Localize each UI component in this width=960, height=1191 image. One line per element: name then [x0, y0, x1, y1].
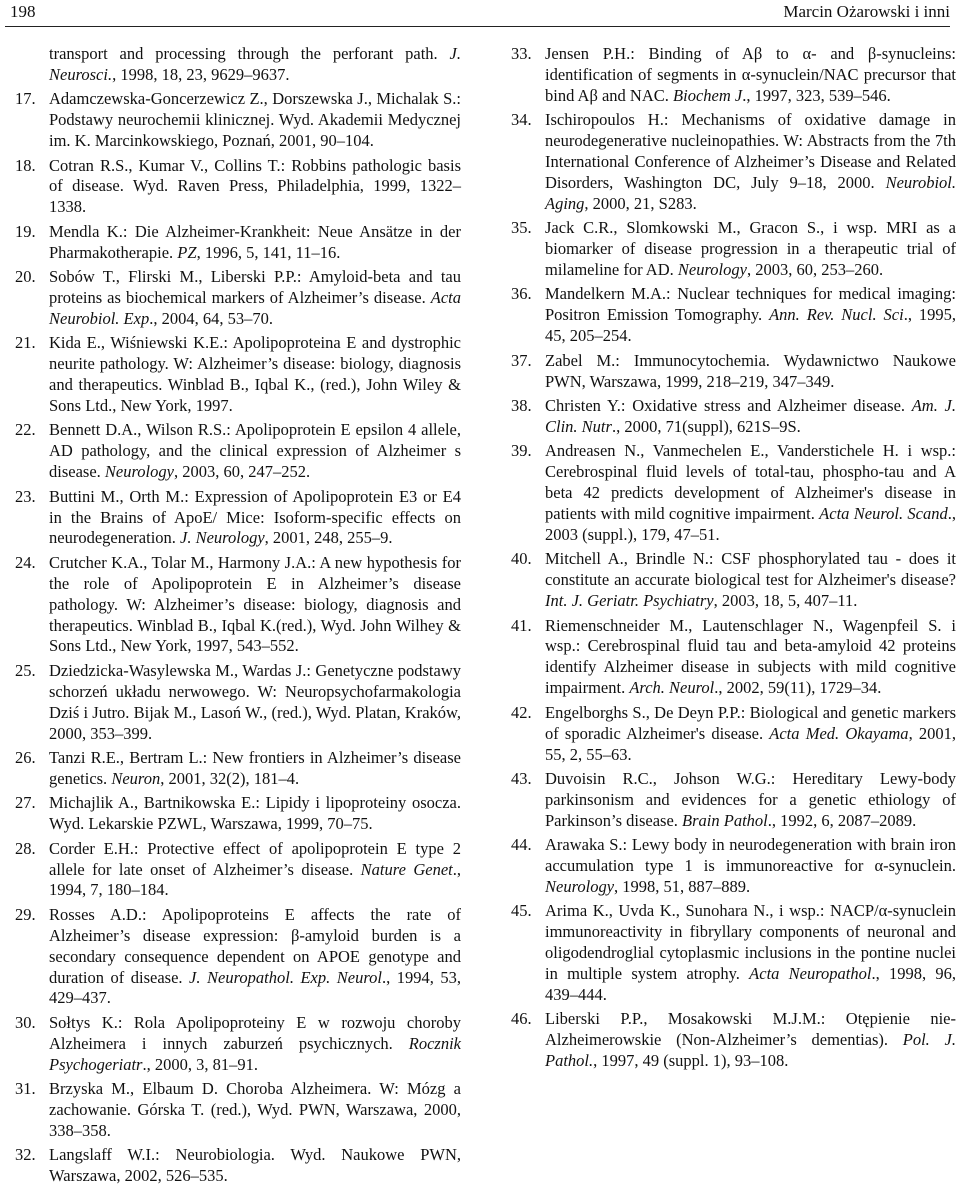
reference-source: Acta Neurol. Scand	[819, 504, 948, 524]
reference-continuation	[15, 44, 461, 86]
reference-text: Adamczewska-Goncerzewicz Z., Dorszewska J., Michalak S.: Podstawy neurochemii klinicznej. Wyd. Akademii Medycznej im. K. Marcinkowskiego, Poznań, 2001, 90–104.	[49, 89, 461, 151]
reference-text: Brzyska M., Elbaum D. Choroba Alzheimera. W: Mózg a zachowanie. Górska T. (red.), Wyd. PWN, Warszawa, 2000, 338–358.	[49, 1079, 461, 1140]
reference-source: Acta Neuropathol	[749, 964, 872, 984]
reference-item	[15, 793, 461, 835]
reference-source: Neuron	[111, 768, 161, 788]
reference-text: ., 2000, 3, 81–91.	[142, 1054, 258, 1074]
reference-item	[511, 1009, 956, 1072]
reference-item	[15, 156, 461, 219]
reference-number: 46.	[511, 1009, 532, 1029]
reference-source: J. Neurology	[180, 528, 265, 548]
references-right-column	[511, 44, 956, 1076]
reference-text: Cotran R.S., Kumar V., Collins T.: Robbins pathologic basis of disease. Wyd. Raven Press, Philadelphia, 1999, 1322–1338.	[49, 155, 461, 217]
reference-text: Michajlik A., Bartnikowska E.: Lipidy i lipoproteiny osocza. Wyd. Lekarskie PZWL, Warszawa, 1999, 70–75.	[49, 793, 461, 834]
reference-number: 32.	[15, 1145, 36, 1165]
reference-item	[15, 1013, 461, 1076]
reference-source: Acta Med. Okayama	[769, 723, 909, 743]
reference-item	[511, 835, 956, 898]
reference-text: Andreasen N., Vanmechelen E., Vanderstichele H. i wsp.: Cerebrospinal fluid levels of total-tau, phospho-tau and A beta 42 predicts development of Alzheimer's disease in patients with mild cognitive impairment.	[545, 441, 956, 524]
reference-source: Ann. Rev. Nucl. Sci	[769, 305, 904, 325]
reference-source: Neurology	[104, 462, 174, 482]
reference-text: Rosses A.D.: Apolipoproteins E affects the rate of Alzheimer’s disease expression: β-amyloid burden is a secondary consequence dependent on APOE genotype and duration of disease.	[49, 904, 461, 987]
reference-text: , 2001, 32(2), 181–4.	[160, 768, 300, 788]
reference-source: Brain Pathol	[682, 810, 768, 830]
reference-text: , 2003, 60, 253–260.	[746, 260, 884, 280]
reference-source: Int. J. Geriatr. Psychiatry	[545, 591, 714, 611]
reference-text: ., 2002, 59(11), 1729–34.	[714, 678, 882, 698]
reference-item	[15, 553, 461, 658]
reference-number: 33.	[511, 44, 532, 63]
running-head: Marcin Ożarowski i inni	[783, 2, 950, 21]
reference-item	[15, 748, 461, 790]
reference-item	[511, 441, 956, 546]
reference-number: 45.	[511, 901, 532, 921]
reference-item	[511, 218, 956, 281]
reference-item	[15, 333, 461, 417]
reference-number: 35.	[511, 218, 532, 238]
reference-text: ., 1992, 6, 2087–2089.	[767, 810, 917, 830]
reference-number: 23.	[15, 486, 36, 506]
reference-item	[15, 905, 461, 1010]
reference-item	[511, 703, 956, 766]
reference-source: Nature Genet	[360, 859, 453, 879]
reference-source: Neurobiol. Aging	[545, 172, 956, 213]
reference-item	[15, 839, 461, 902]
reference-number: 43.	[511, 768, 532, 788]
page-header	[5, 0, 950, 27]
reference-item	[511, 351, 956, 393]
reference-text: Corder E.H.: Protective effect of apolipoprotein E type 2 allele for late onset of Alzheimer’s disease.	[49, 838, 461, 879]
reference-source: Neurology	[545, 876, 615, 896]
reference-text: Mandelkern M.A.: Nuclear techniques for medical imaging: Positron Emission Tomography.	[545, 284, 956, 325]
reference-number: 25.	[15, 660, 36, 680]
reference-number: 44.	[511, 835, 532, 855]
reference-item	[511, 549, 956, 612]
reference-number: 21.	[15, 333, 36, 353]
reference-number: 42.	[511, 702, 532, 722]
reference-source: Acta Neurobiol. Exp	[49, 287, 461, 328]
reference-number: 22.	[15, 420, 36, 440]
reference-text: ., 1994, 53, 429–437.	[49, 967, 461, 1008]
reference-text: Sobów T., Flirski M., Liberski P.P.: Amyloid-beta and tau proteins as biochemical markers of Alzheimer’s disease.	[49, 267, 461, 307]
reference-text: ., 2003 (suppl.), 179, 47–51.	[545, 504, 956, 544]
reference-text: Riemenschneider M., Lautenschlager N., Wagenpfeil S. i wsp.: Cerebrospinal fluid tau and beta-amyloid 42 proteins identify Alzheimer disease in subjects with mild cognitive impairment.	[545, 615, 956, 698]
reference-text: , 2000, 21, S283.	[584, 193, 697, 213]
reference-text: Jack C.R., Slomkowski M., Gracon S., i wsp. MRI as a biomarker of disease progression in a therapeutic trial of milameline for AD.	[545, 218, 956, 280]
reference-text: Zabel M.: Immunocytochemia. Wydawnictwo Naukowe PWN, Warszawa, 1999, 218–219, 347–349.	[545, 350, 956, 391]
reference-number: 41.	[511, 615, 532, 635]
reference-number: 34.	[511, 110, 532, 130]
reference-number: 30.	[15, 1012, 36, 1032]
reference-number: 38.	[511, 396, 532, 415]
reference-item	[511, 396, 956, 438]
reference-text: Tanzi R.E., Bertram L.: New frontiers in Alzheimer’s disease genetics.	[49, 748, 461, 788]
reference-text: Mendla K.: Die Alzheimer-Krankheit: Neue Ansätze in der Pharmakotherapie.	[49, 221, 461, 262]
reference-text: ., 2004, 64, 53–70.	[149, 308, 273, 328]
reference-source: Arch. Neurol	[629, 678, 715, 698]
reference-text: , 2001, 55, 2, 55–63.	[545, 723, 956, 764]
references-left-column	[15, 44, 461, 1191]
reference-item	[511, 769, 956, 832]
reference-number: 24.	[15, 552, 36, 572]
reference-text: Arima K., Uvda K., Sunohara N., i wsp.: NACP/α-synuclein immunoreactivity in fibryllary components of neuronal and oligodendroglial cytoplasmic inclusions in the pontine nuclei in multiple system atrophy.	[545, 901, 956, 984]
reference-text: Christen Y.: Oxidative stress and Alzheimer disease.	[545, 396, 912, 415]
reference-text: Liberski P.P., Mosakowski M.J.M.: Otępienie nie-Alzheimerowskie (Non-Alzheimer’s dementias).	[545, 1009, 956, 1050]
reference-text: , 2001, 248, 255–9.	[264, 528, 393, 548]
reference-text: , 1997, 49 (suppl. 1), 93–108.	[593, 1051, 789, 1071]
reference-source: Rocznik Psychogeriatr	[49, 1033, 461, 1074]
reference-item	[511, 44, 956, 107]
reference-item	[15, 661, 461, 745]
reference-source: J. Neuropathol. Exp. Neurol	[189, 967, 382, 987]
reference-text: Dziedzicka-Wasylewska M., Wardas J.: Genetyczne podstawy schorzeń układu nerwowego. W: Neuropsychofarmakologia Dziś i Jutro. Bijak M., Lasoń W., (red.), Wyd. Platan, Kraków, 2000, 353–399.	[49, 660, 461, 743]
reference-number: 28.	[15, 838, 36, 858]
reference-text: Mitchell A., Brindle N.: CSF phosphorylated tau - does it constitute an accurate biological test for Alzheimer's disease?	[545, 549, 956, 590]
reference-number: 26.	[15, 748, 36, 767]
reference-item	[511, 901, 956, 1006]
reference-text: Kida E., Wiśniewski K.E.: Apolipoproteina E and dystrophic neurite pathology. W: Alzheimer’s disease: biology, diagnosis and therapeutics. Winblad B., Iqbal K., (red.), John Wiley & Sons Ltd., New York, 1997.	[49, 333, 461, 415]
reference-item	[511, 110, 956, 215]
reference-text: Jensen P.H.: Binding of Aβ to α- and β-synucleins: identification of segments in α-synuclein/NAC precursor that bind Aβ and NAC.	[545, 44, 956, 105]
reference-number: 17.	[15, 89, 36, 109]
reference-item	[15, 1145, 461, 1187]
reference-item	[15, 222, 461, 264]
reference-text: ., 1997, 323, 539–546.	[742, 85, 891, 105]
reference-number: 19.	[15, 221, 36, 241]
reference-text: transport and processing through the perforant path.	[49, 44, 450, 63]
reference-text: Ischiropoulos H.: Mechanisms of oxidative damage in neurodegenerative nucleinopathies. W: Abstracts from the 7th International Conference of Alzheimer’s Disease and Related Disorders, Washington DC, July 9–18, 2000.	[545, 110, 956, 192]
reference-text: Langslaff W.I.: Neurobiologia. Wyd. Naukowe PWN, Warszawa, 2002, 526–535.	[49, 1145, 461, 1186]
reference-text: Arawaka S.: Lewy body in neurodegeneration with brain iron accumulation type 1 is immunoreactive for α-synuclein.	[545, 835, 956, 876]
reference-number: 29.	[15, 904, 36, 924]
reference-number: 37.	[511, 350, 532, 370]
reference-text: Crutcher K.A., Tolar M., Harmony J.A.: A new hypothesis for the role of Apolipoprotein E in Alzheimer’s disease pathology. W: Alzheimer’s disease: biology, diagnosis and therapeutics. Winblad B., Iqbal K.(red.), Wyd. John Wilhey & Sons Ltd., New York, 1997, 543–552.	[49, 552, 461, 656]
reference-number: 20.	[15, 267, 36, 287]
reference-number: 31.	[15, 1079, 36, 1099]
reference-text: Sołtys K.: Rola Apolipoproteiny E w rozwoju choroby Alzheimera i innych zaburzeń psychicznych.	[49, 1012, 461, 1053]
reference-number: 39.	[511, 441, 532, 461]
reference-source: Am. J. Clin. Nutr	[545, 396, 956, 436]
reference-item	[15, 487, 461, 550]
reference-text: , 1998, 51, 887–889.	[614, 876, 751, 896]
reference-text: Bennett D.A., Wilson R.S.: Apolipoprotein E epsilon 4 allele, AD pathology, and the clinical expression of Alzheimer s disease.	[49, 420, 461, 482]
reference-text: Buttini M., Orth M.: Expression of Apolipoprotein E3 or E4 in the Brains of ApoE/ Mice: Isoform-specific effects on neurodegeneration.	[49, 486, 461, 548]
reference-item	[15, 1079, 461, 1142]
reference-number: 36.	[511, 284, 532, 304]
reference-item	[15, 89, 461, 152]
reference-source: Neurology	[677, 260, 747, 280]
reference-text: ., 2000, 71(suppl), 621S–9S.	[611, 416, 801, 436]
reference-number: 18.	[15, 155, 36, 175]
reference-text: , 1998, 18, 23, 9629–9637.	[112, 64, 290, 84]
reference-text: Duvoisin R.C., Johson W.G.: Hereditary Lewy-body parkinsonism and evidences for a genetic ethiology of Parkinson’s disease.	[545, 768, 956, 830]
reference-number: 27.	[15, 793, 36, 813]
reference-source: Biochem J	[673, 85, 743, 105]
reference-text: , 1996, 5, 141, 11–16.	[196, 242, 341, 262]
reference-item	[15, 267, 461, 330]
reference-text: ., 1998, 96, 439–444.	[545, 964, 957, 1004]
reference-text: ., 1995, 45, 205–254.	[545, 305, 956, 346]
reference-item	[511, 284, 956, 347]
reference-text: ., 1994, 7, 180–184.	[49, 859, 461, 900]
page-number: 198	[10, 2, 36, 21]
reference-source: PZ	[177, 242, 197, 262]
reference-item	[511, 616, 956, 700]
reference-text: , 2003, 18, 5, 407–11.	[713, 591, 858, 611]
reference-number: 40.	[511, 549, 532, 569]
reference-text: , 2003, 60, 247–252.	[173, 462, 311, 482]
reference-item	[15, 420, 461, 483]
reference-source: J. Neurosci.	[49, 44, 461, 84]
reference-text: Engelborghs S., De Deyn P.P.: Biological and genetic markers of sporadic Alzheimer's disease.	[545, 702, 956, 743]
reference-source: Pol. J. Pathol.	[545, 1030, 956, 1071]
